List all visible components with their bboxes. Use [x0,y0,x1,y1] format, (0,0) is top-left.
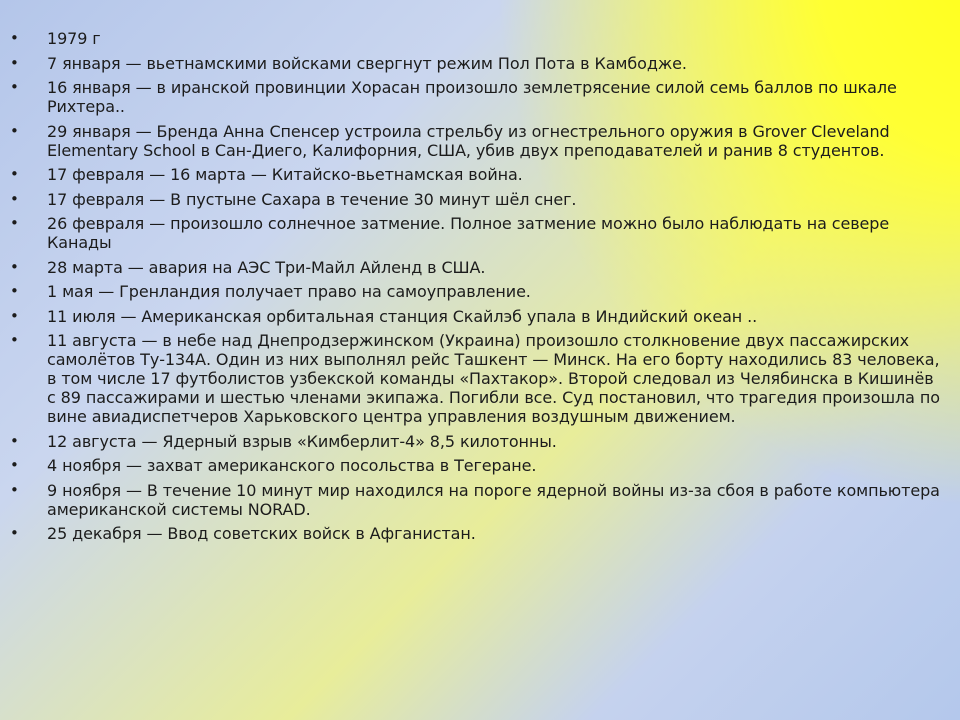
bullet-icon: • [10,524,19,542]
event-item [10,29,940,48]
bullet-icon: • [10,78,19,96]
event-item [10,214,940,252]
event-text: 11 июля — Американская орбитальная станция Скайлэб упала в Индийский океан .. [47,306,758,326]
event-text: 9 ноября — В течение 10 минут мир находился на пороге ядерной войны из-за сбоя в работе компьютера американской системы NORAD. [47,480,940,519]
event-item [10,122,940,160]
event-item [10,524,940,543]
event-item [10,78,940,116]
bullet-icon: • [10,53,19,72]
event-text: 28 марта — авария на АЭС Три-Майл Айленд в США. [47,257,486,277]
event-text: 17 февраля — В пустыне Сахара в течение 30 минут шёл снег. [47,189,577,209]
event-item [10,307,940,326]
event-item [10,456,940,475]
event-text: 17 февраля — 16 марта — Китайско-вьетнамская война. [47,165,523,184]
event-text: 16 января — в иранской провинции Хорасан произошло землетрясение силой семь баллов по шкале Рихтера.. [47,78,897,116]
event-item [10,190,940,209]
event-text: 1979 г [47,29,101,48]
event-item [10,432,940,451]
event-item [10,165,940,184]
bullet-icon: • [10,331,19,349]
bullet-icon: • [10,282,19,300]
bullet-icon: • [10,306,19,325]
event-item [10,54,940,73]
bullet-icon: • [10,29,19,47]
events-list [10,29,940,549]
event-text: 1 мая — Гренландия получает право на самоуправление. [47,282,531,301]
event-text: 4 ноября — захват американского посольства в Тегеране. [47,456,537,475]
event-item [10,331,940,426]
bullet-icon: • [10,257,19,276]
bullet-icon: • [10,121,19,140]
event-text: 25 декабря — Ввод советских войск в Афганистан. [47,524,476,543]
bullet-icon: • [10,431,19,450]
bullet-icon: • [10,456,19,474]
bullet-icon: • [10,189,19,208]
event-item [10,481,940,519]
event-text: 12 августа — Ядерный взрыв «Кимберлит-4» 8,5 килотонны. [47,431,557,451]
event-text: 26 февраля — произошло солнечное затмение. Полное затмение можно было наблюдать на севере Канады [47,214,890,252]
event-text: 11 августа — в небе над Днепродзержинском (Украина) произошло столкновение двух пассажирских самолётов Ту-134А. Один из них выполнял рейс Ташкент — Минск. На его борту находились 83 человека, в том числе 17 футболистов узбекской команды «Пахтакор». Второй следовал из Челябинска в Кишинёв с 89 пассажирами и шестью членами экипажа. Погибли все. Суд постановил, что трагедия произошла по вине авиадиспетчеров Харьковского центра управления воздушным движением. [47,331,940,426]
event-item [10,258,940,277]
event-text: 7 января — вьетнамскими войсками свергнут режим Пол Пота в Камбодже. [47,53,687,73]
bullet-icon: • [10,480,19,499]
event-item [10,282,940,301]
bullet-icon: • [10,165,19,183]
bullet-icon: • [10,214,19,232]
event-text: 29 января — Бренда Анна Спенсер устроила стрельбу из огнестрельного оружия в Grover Cleveland Elementary School в Сан-Диего, Калифорния, США, убив двух преподавателей и ранив 8 студентов. [47,121,890,160]
